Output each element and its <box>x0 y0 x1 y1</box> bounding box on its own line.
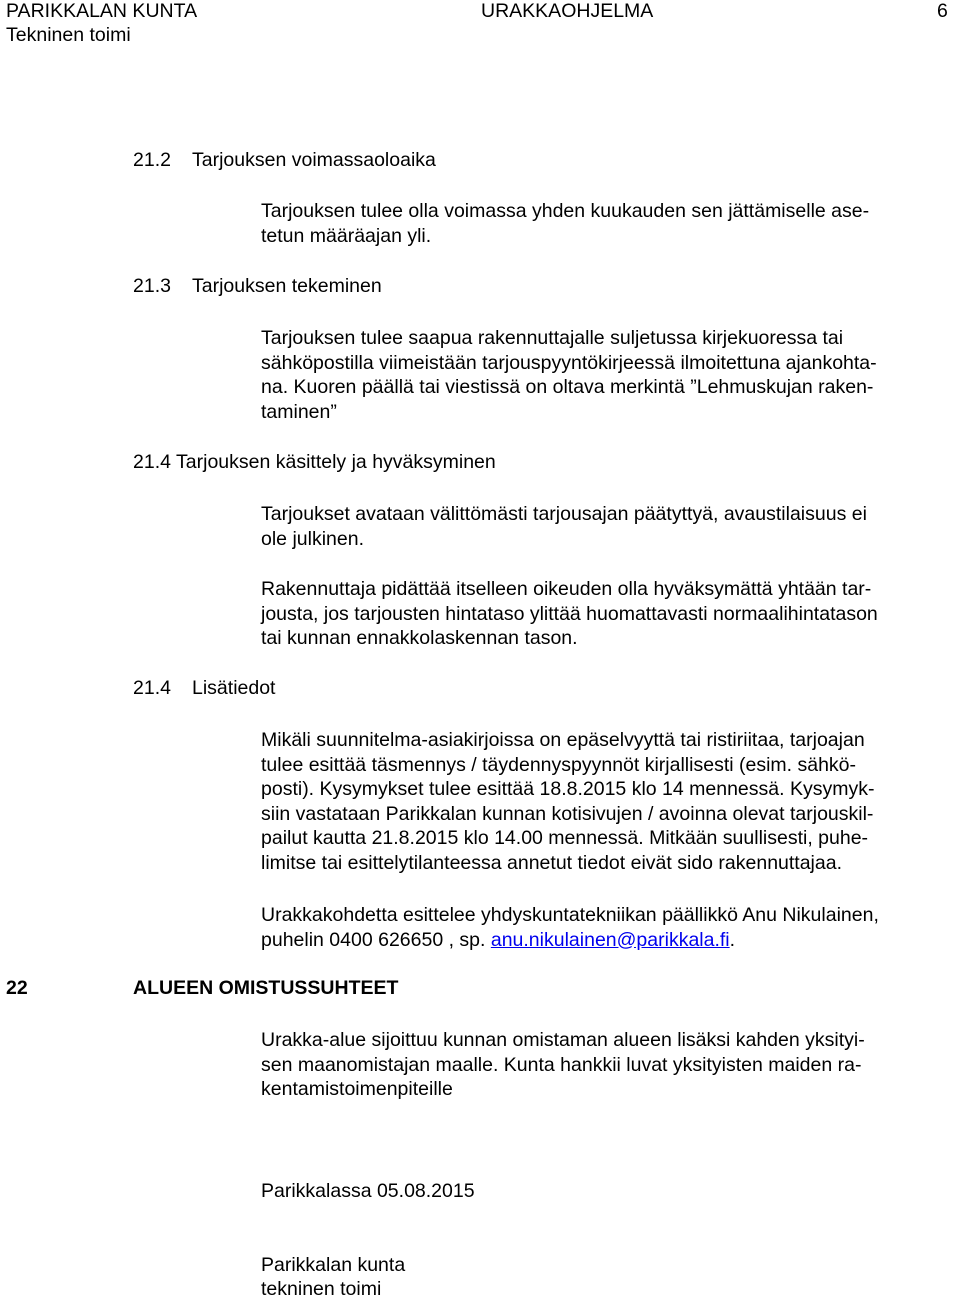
text-line: pailut kautta 21.8.2015 klo 14.00 mennessä. Mitkään suullisesti, puhe- <box>261 827 869 850</box>
section-22-number: 22 <box>6 977 28 999</box>
section-lisatiedot-number: 21.4 <box>133 677 171 699</box>
text-line: tai kunnan ennakkolaskennan tason. <box>261 627 578 650</box>
text-line: posti). Kysymykset tulee esittää 18.8.2015 klo 14 mennessä. Kysymyk- <box>261 778 875 801</box>
section-lisatiedot-paragraph-1 <box>261 728 955 876</box>
section-21-4-paragraph-1 <box>261 502 955 551</box>
contact-line <box>261 928 955 953</box>
place-and-date: Parikkalassa 05.08.2015 <box>261 1180 475 1202</box>
text-line: ole julkinen. <box>261 527 364 550</box>
text-line: Rakennuttaja pidättää itselleen oikeuden olla hyväksymättä yhtään tar- <box>261 578 872 600</box>
text-line: sähköpostilla viimeistään tarjouspyyntökirjeessä ilmoitettuna ajankohta- <box>261 351 877 374</box>
text-line: taminen” <box>261 400 337 423</box>
section-21-2-body <box>261 199 955 248</box>
section-21-4-paragraph-2 <box>261 577 955 651</box>
text-line: limitse tai esittelytilanteessa annetut tiedot eivät sido rakennuttajaa. <box>261 851 843 874</box>
text-line: Mikäli suunnitelma-asiakirjoissa on epäselvyyttä tai ristiriitaa, tarjoajan <box>261 729 865 751</box>
text-line: Tarjoukset avataan välittömästi tarjousajan päätyttyä, avaustilaisuus ei <box>261 503 867 525</box>
section-21-2-title: Tarjouksen voimassaoloaika <box>192 149 436 171</box>
section-lisatiedot-title: Lisätiedot <box>192 677 276 699</box>
signer-department: tekninen toimi <box>261 1278 382 1300</box>
section-22-body <box>261 1028 955 1102</box>
section-22-title: ALUEEN OMISTUSSUHTEET <box>133 977 399 999</box>
text-line: tulee esittää täsmennys / täydennyspyynnöt kirjallisesti (esim. sähkö- <box>261 753 857 776</box>
text-line: Tarjouksen tulee saapua rakennuttajalle suljetussa kirjekuoressa tai <box>261 327 844 349</box>
text-line: tetun määräajan yli. <box>261 224 432 247</box>
text-line: siin vastataan Parikkalan kunnan kotisivujen / avoinna olevat tarjouskil- <box>261 802 874 825</box>
section-21-4-heading: 21.4 Tarjouksen käsittely ja hyväksyminen <box>133 451 496 473</box>
header-org: PARIKKALAN KUNTA <box>6 0 198 22</box>
contact-period: . <box>729 928 736 951</box>
email-link[interactable]: anu.nikulainen@parikkala.fi <box>490 928 730 951</box>
section-21-3-number: 21.3 <box>133 275 171 297</box>
text-line: sen maanomistajan maalle. Kunta hankkii luvat yksityisten maiden ra- <box>261 1053 862 1076</box>
header-document-title: URAKKAOHJELMA <box>481 0 654 22</box>
section-21-3-body <box>261 326 955 424</box>
text-line: jousta, jos tarjousten hintataso ylittää huomattavasti normaalihintatason <box>261 602 878 625</box>
section-21-2-number: 21.2 <box>133 149 171 171</box>
section-lisatiedot-paragraph-2 <box>261 903 955 952</box>
text-line: kentamistoimenpiteille <box>261 1078 453 1101</box>
text-line: Tarjouksen tulee olla voimassa yhden kuukauden sen jättämiselle ase- <box>261 200 870 222</box>
contact-phone-text: puhelin 0400 626650 , sp. <box>261 928 491 951</box>
header-page-number: 6 <box>937 0 948 22</box>
text-line: Urakka-alue sijoittuu kunnan omistaman alueen lisäksi kahden yksityi- <box>261 1029 865 1051</box>
signer-organization: Parikkalan kunta <box>261 1254 406 1276</box>
section-21-3-title: Tarjouksen tekeminen <box>192 275 382 297</box>
text-line: Urakkakohdetta esittelee yhdyskuntatekniikan päällikkö Anu Nikulainen, <box>261 904 879 926</box>
text-line: na. Kuoren päällä tai viestissä on oltava merkintä ”Lehmuskujan raken- <box>261 376 874 399</box>
header-department: Tekninen toimi <box>6 24 131 46</box>
